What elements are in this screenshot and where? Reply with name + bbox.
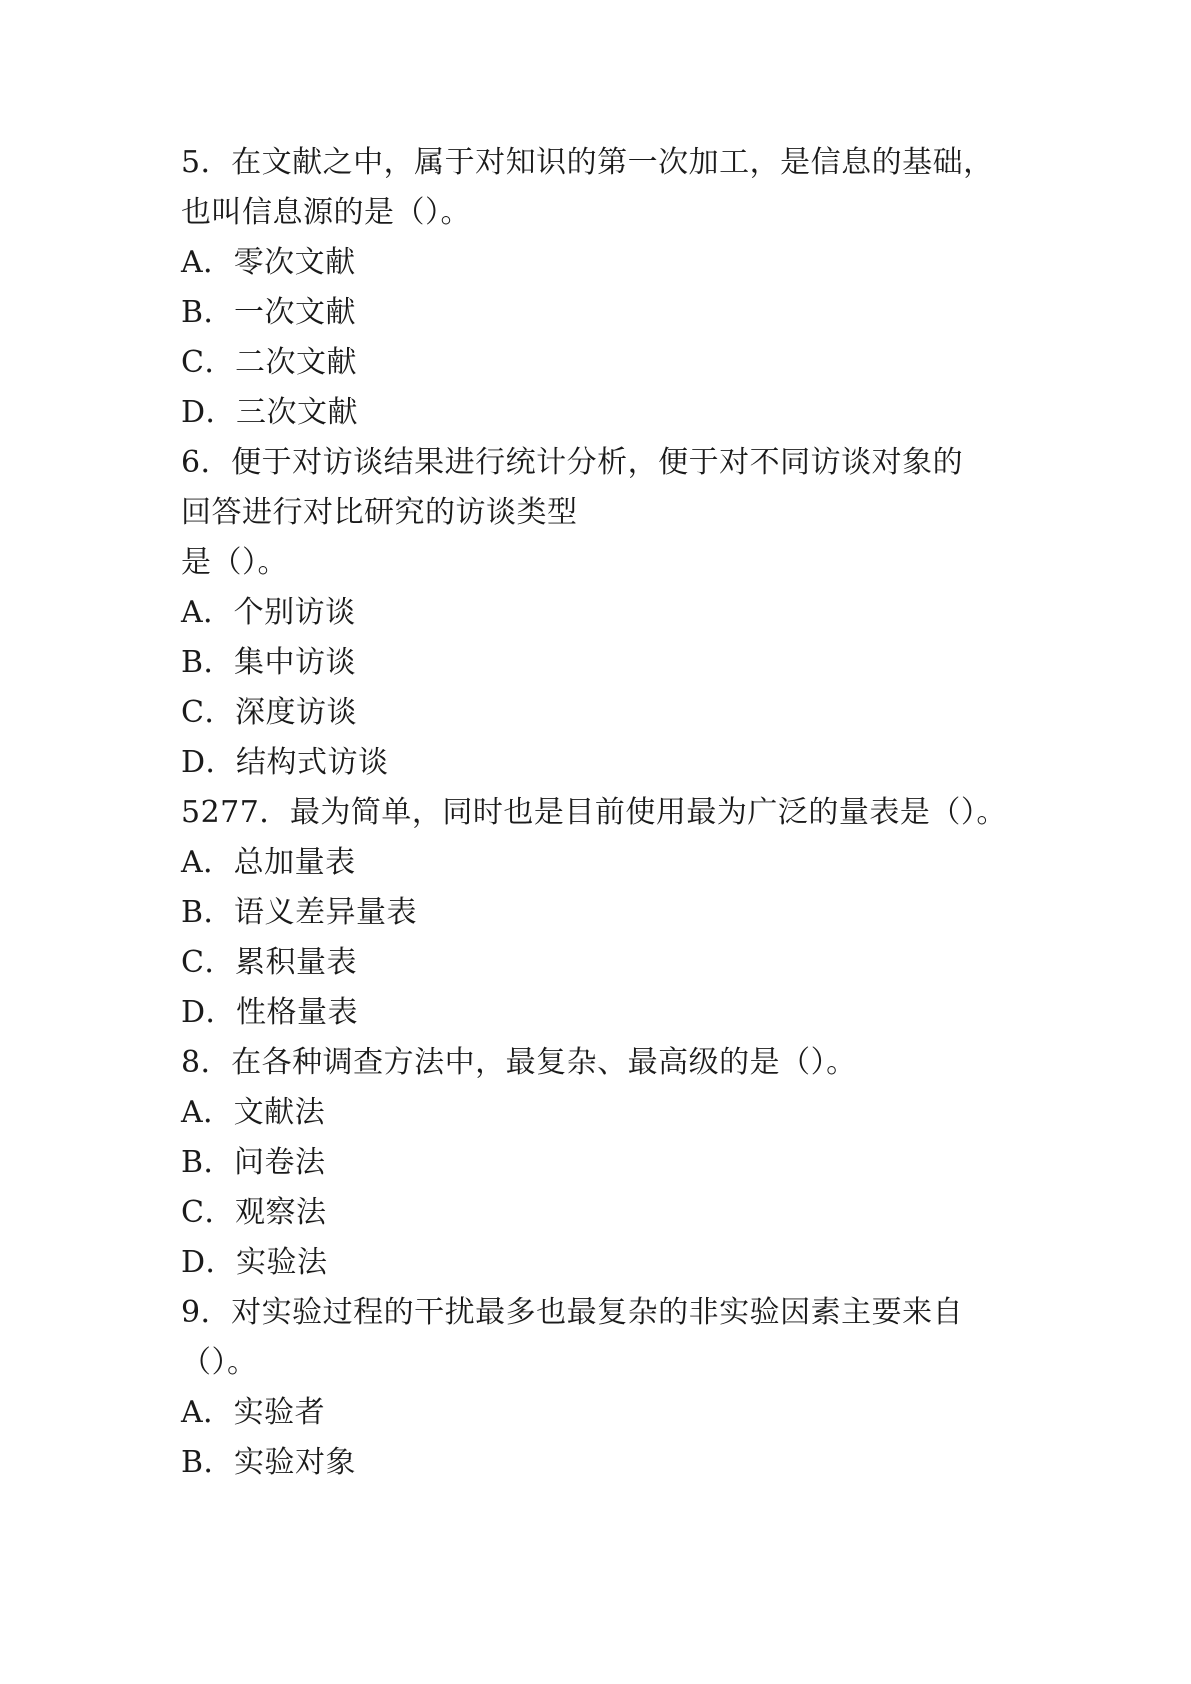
question-9-option-a: A．实验者 xyxy=(181,1395,326,1430)
question-6-option-a: A．个别访谈 xyxy=(181,595,356,630)
question-8-option-a: A．文献法 xyxy=(181,1095,326,1130)
question-7-option-b: B．语义差异量表 xyxy=(181,895,418,930)
question-6-stem-line-1: 6．便于对访谈结果进行统计分析，便于对不同访谈对象的 xyxy=(181,445,964,480)
question-9-option-b: B．实验对象 xyxy=(181,1445,357,1480)
question-7-option-d: D．性格量表 xyxy=(181,995,359,1030)
question-6-option-d: D．结构式访谈 xyxy=(181,745,389,780)
question-5-option-d: D．三次文献 xyxy=(181,395,359,430)
question-5-option-b: B．一次文献 xyxy=(181,295,357,330)
question-5-option-c: C．二次文献 xyxy=(181,345,357,380)
question-7-option-a: A．总加量表 xyxy=(181,845,356,880)
question-5-stem-line-1: 5．在文献之中，属于对知识的第一次加工，是信息的基础， xyxy=(181,145,994,180)
question-5-stem-line-2: 也叫信息源的是（）。 xyxy=(181,195,471,230)
question-8-stem: 8．在各种调查方法中，最复杂、最高级的是（）。 xyxy=(181,1045,857,1080)
question-6-stem-line-3: 是（）。 xyxy=(181,545,288,580)
question-8-option-b: B．问卷法 xyxy=(181,1145,326,1180)
question-9-stem-line-2: （）。 xyxy=(181,1345,258,1380)
question-7-option-c: C．累积量表 xyxy=(181,945,357,980)
question-6-option-b: B．集中访谈 xyxy=(181,645,357,680)
question-6-stem-line-2: 回答进行对比研究的访谈类型 xyxy=(181,495,578,530)
question-7-stem: 5277．最为简单，同时也是目前使用最为广泛的量表是（）。 xyxy=(181,795,1007,830)
question-8-option-c: C．观察法 xyxy=(181,1195,327,1230)
question-5-option-a: A．零次文献 xyxy=(181,245,356,280)
question-8-option-d: D．实验法 xyxy=(181,1245,328,1280)
question-9-stem-line-1: 9．对实验过程的干扰最多也最复杂的非实验因素主要来自 xyxy=(181,1295,964,1330)
question-6-option-c: C．深度访谈 xyxy=(181,695,357,730)
question-text-body xyxy=(181,138,1021,1488)
